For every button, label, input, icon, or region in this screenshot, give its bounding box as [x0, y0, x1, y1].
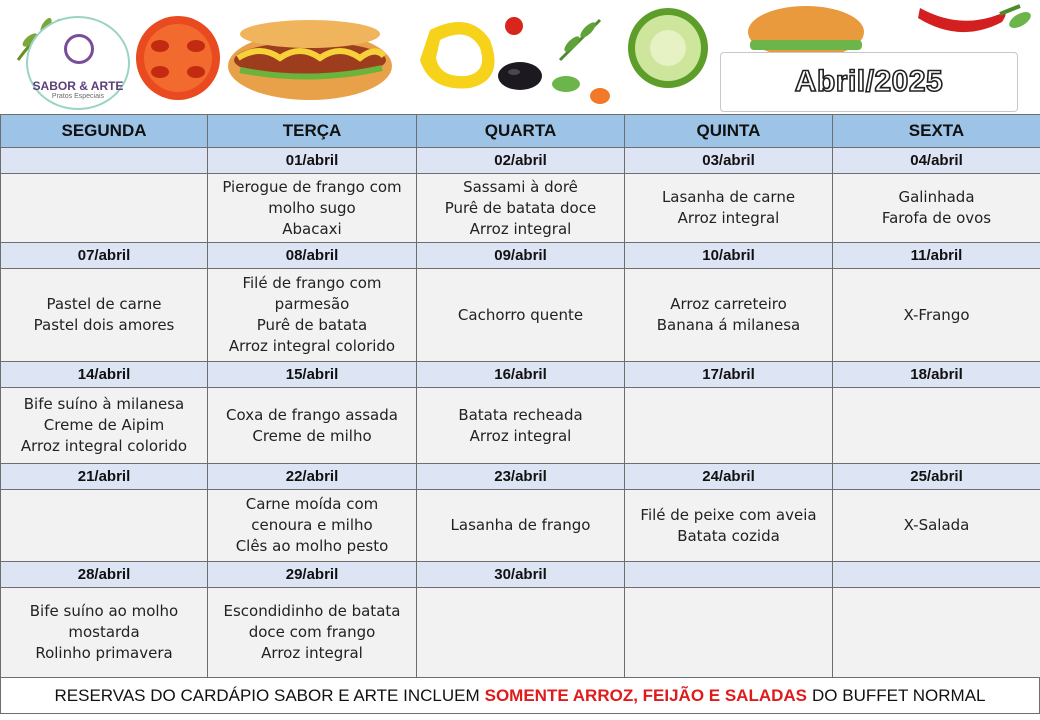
menu-item: Bife suíno à milanesa: [23, 395, 185, 413]
menu-item: Lasanha de carne: [661, 188, 796, 206]
menu-row: [1, 174, 1040, 243]
olive-icon: [498, 62, 542, 90]
menu-item: Coxa de frango assada: [226, 405, 398, 424]
date-cell: 04/abril: [833, 148, 1040, 174]
menu-cell: [417, 174, 625, 243]
menu-row: [1, 388, 1040, 464]
menu-item: Lasanha de frango: [450, 516, 591, 534]
brand-logo: [26, 16, 130, 110]
menu-item: cenoura e milho: [251, 516, 373, 534]
footer-text-after: DO BUFFET NORMAL: [812, 685, 986, 705]
date-cell: 21/abril: [1, 464, 208, 490]
weekday-header: SEXTA: [833, 115, 1040, 148]
pepper-ring-icon: [420, 22, 495, 88]
date-cell: 17/abril: [625, 362, 833, 388]
date-cell: [625, 562, 833, 588]
date-cell: 15/abril: [208, 362, 417, 388]
menu-item: Creme de milho: [252, 426, 372, 445]
menu-item: Arroz integral: [469, 219, 572, 238]
menu-item: Pastel dois amores: [33, 316, 175, 334]
date-cell: 11/abril: [833, 243, 1040, 269]
menu-cell: [1, 269, 208, 362]
menu-cell: [833, 588, 1040, 678]
menu-cell: [417, 269, 625, 362]
date-cell: 07/abril: [1, 243, 208, 269]
weekday-header: QUINTA: [625, 115, 833, 148]
menu-item: Sassami à dorê: [463, 177, 578, 196]
cherry-tomato-icon: [505, 17, 523, 35]
date-cell: 10/abril: [625, 243, 833, 269]
menu-item: Rolinho primavera: [35, 644, 173, 662]
tomato-slice-icon: [136, 16, 220, 100]
menu-cell: [417, 588, 625, 678]
burger-icon: [748, 6, 864, 58]
menu-cell: [625, 388, 833, 464]
month-title-box: [720, 52, 1018, 112]
menu-item: Arroz integral: [261, 644, 363, 662]
date-cell: 18/abril: [833, 362, 1040, 388]
menu-cell: [625, 174, 833, 243]
menu-calendar: [0, 114, 1040, 678]
menu-cell: [208, 269, 417, 362]
menu-item: Abacaxi: [282, 219, 342, 238]
date-row: [1, 562, 1040, 588]
date-cell: 25/abril: [833, 464, 1040, 490]
cucumber-slice-icon: [628, 8, 708, 88]
date-row: [1, 243, 1040, 269]
menu-item: Galinhada: [898, 188, 975, 206]
menu-item: Creme de Aipim: [43, 416, 165, 434]
menu-cell: [417, 388, 625, 464]
menu-item: parmesão: [274, 295, 350, 313]
menu-cell: [833, 388, 1040, 464]
date-cell: 09/abril: [417, 243, 625, 269]
date-cell: 24/abril: [625, 464, 833, 490]
menu-cell: [1, 490, 208, 562]
menu-item: Cachorro quente: [457, 305, 584, 324]
menu-cell: [625, 588, 833, 678]
chili-pepper-icon: [918, 6, 1033, 32]
footer-notice: [0, 678, 1040, 714]
weekday-header: TERÇA: [208, 115, 417, 148]
menu-item: Purê de batata doce: [444, 198, 597, 217]
date-cell: 30/abril: [417, 562, 625, 588]
menu-item: Clês ao molho pesto: [235, 537, 389, 555]
menu-item: molho sugo: [268, 198, 356, 217]
date-cell: 22/abril: [208, 464, 417, 490]
weekday-header: QUARTA: [417, 115, 625, 148]
date-row: [1, 362, 1040, 388]
menu-cell: [1, 588, 208, 678]
menu-cell: [1, 174, 208, 243]
logo-tagline: Pratos Especiais: [51, 93, 105, 100]
menu-item: Batata cozida: [677, 526, 780, 545]
menu-cell: [833, 269, 1040, 362]
date-cell: 23/abril: [417, 464, 625, 490]
menu-item: Escondidinho de batata: [223, 602, 401, 620]
menu-cell: [833, 490, 1040, 562]
menu-item: Carne moída com: [245, 495, 379, 513]
menu-cell: [833, 174, 1040, 243]
menu-item: Arroz integral: [677, 209, 780, 227]
menu-item: Arroz integral colorido: [228, 337, 396, 355]
date-cell: [833, 562, 1040, 588]
menu-item: Batata recheada: [458, 405, 583, 424]
menu-cell: [625, 269, 833, 362]
menu-cell: [208, 490, 417, 562]
menu-item: Filé de peixe com aveia: [640, 505, 817, 524]
footer-text-before: RESERVAS DO CARDÁPIO SABOR E ARTE INCLUEM: [54, 685, 480, 705]
date-cell: 28/abril: [1, 562, 208, 588]
menu-item: mostarda: [68, 623, 140, 641]
footer-highlight: SOMENTE ARROZ, FEIJÃO E SALADAS: [484, 685, 808, 705]
menu-item: Purê de batata: [256, 316, 368, 334]
hot-dog-icon: [228, 20, 392, 100]
food-banner: [0, 0, 1040, 114]
palette-icon: [64, 34, 94, 64]
menu-cell: [208, 388, 417, 464]
date-row: [1, 464, 1040, 490]
menu-item: doce com frango: [248, 623, 376, 641]
logo-name: SABOR & ARTE: [32, 79, 124, 93]
menu-cell: [625, 490, 833, 562]
menu-item: Arroz integral: [469, 426, 572, 445]
menu-item: Pastel de carne: [46, 295, 162, 313]
herb-sprig-icon: [552, 20, 610, 104]
month-title: Abril/2025: [794, 65, 944, 98]
date-cell: 08/abril: [208, 243, 417, 269]
menu-row: [1, 269, 1040, 362]
menu-item: Filé de frango com: [242, 274, 382, 292]
menu-cell: [208, 588, 417, 678]
weekday-header: SEGUNDA: [1, 115, 208, 148]
menu-cell: [1, 388, 208, 464]
date-cell: 01/abril: [208, 148, 417, 174]
menu-item: Arroz carreteiro: [670, 295, 787, 313]
menu-item: Banana á milanesa: [656, 316, 801, 334]
menu-row: [1, 588, 1040, 678]
menu-item: Farofa de ovos: [881, 209, 992, 227]
menu-cell: [208, 174, 417, 243]
menu-row: [1, 490, 1040, 562]
menu-cell: [417, 490, 625, 562]
date-cell: 16/abril: [417, 362, 625, 388]
date-cell: 29/abril: [208, 562, 417, 588]
date-cell: 03/abril: [625, 148, 833, 174]
menu-item: Bife suíno ao molho: [29, 602, 179, 620]
date-cell: 02/abril: [417, 148, 625, 174]
date-row: [1, 148, 1040, 174]
date-cell: 14/abril: [1, 362, 208, 388]
menu-item: X-Salada: [903, 516, 970, 534]
menu-item: Arroz integral colorido: [20, 437, 188, 455]
menu-item: Pierogue de frango com: [222, 177, 402, 196]
weekday-header-row: [1, 115, 1040, 148]
date-cell: [1, 148, 208, 174]
menu-item: X-Frango: [903, 305, 970, 324]
